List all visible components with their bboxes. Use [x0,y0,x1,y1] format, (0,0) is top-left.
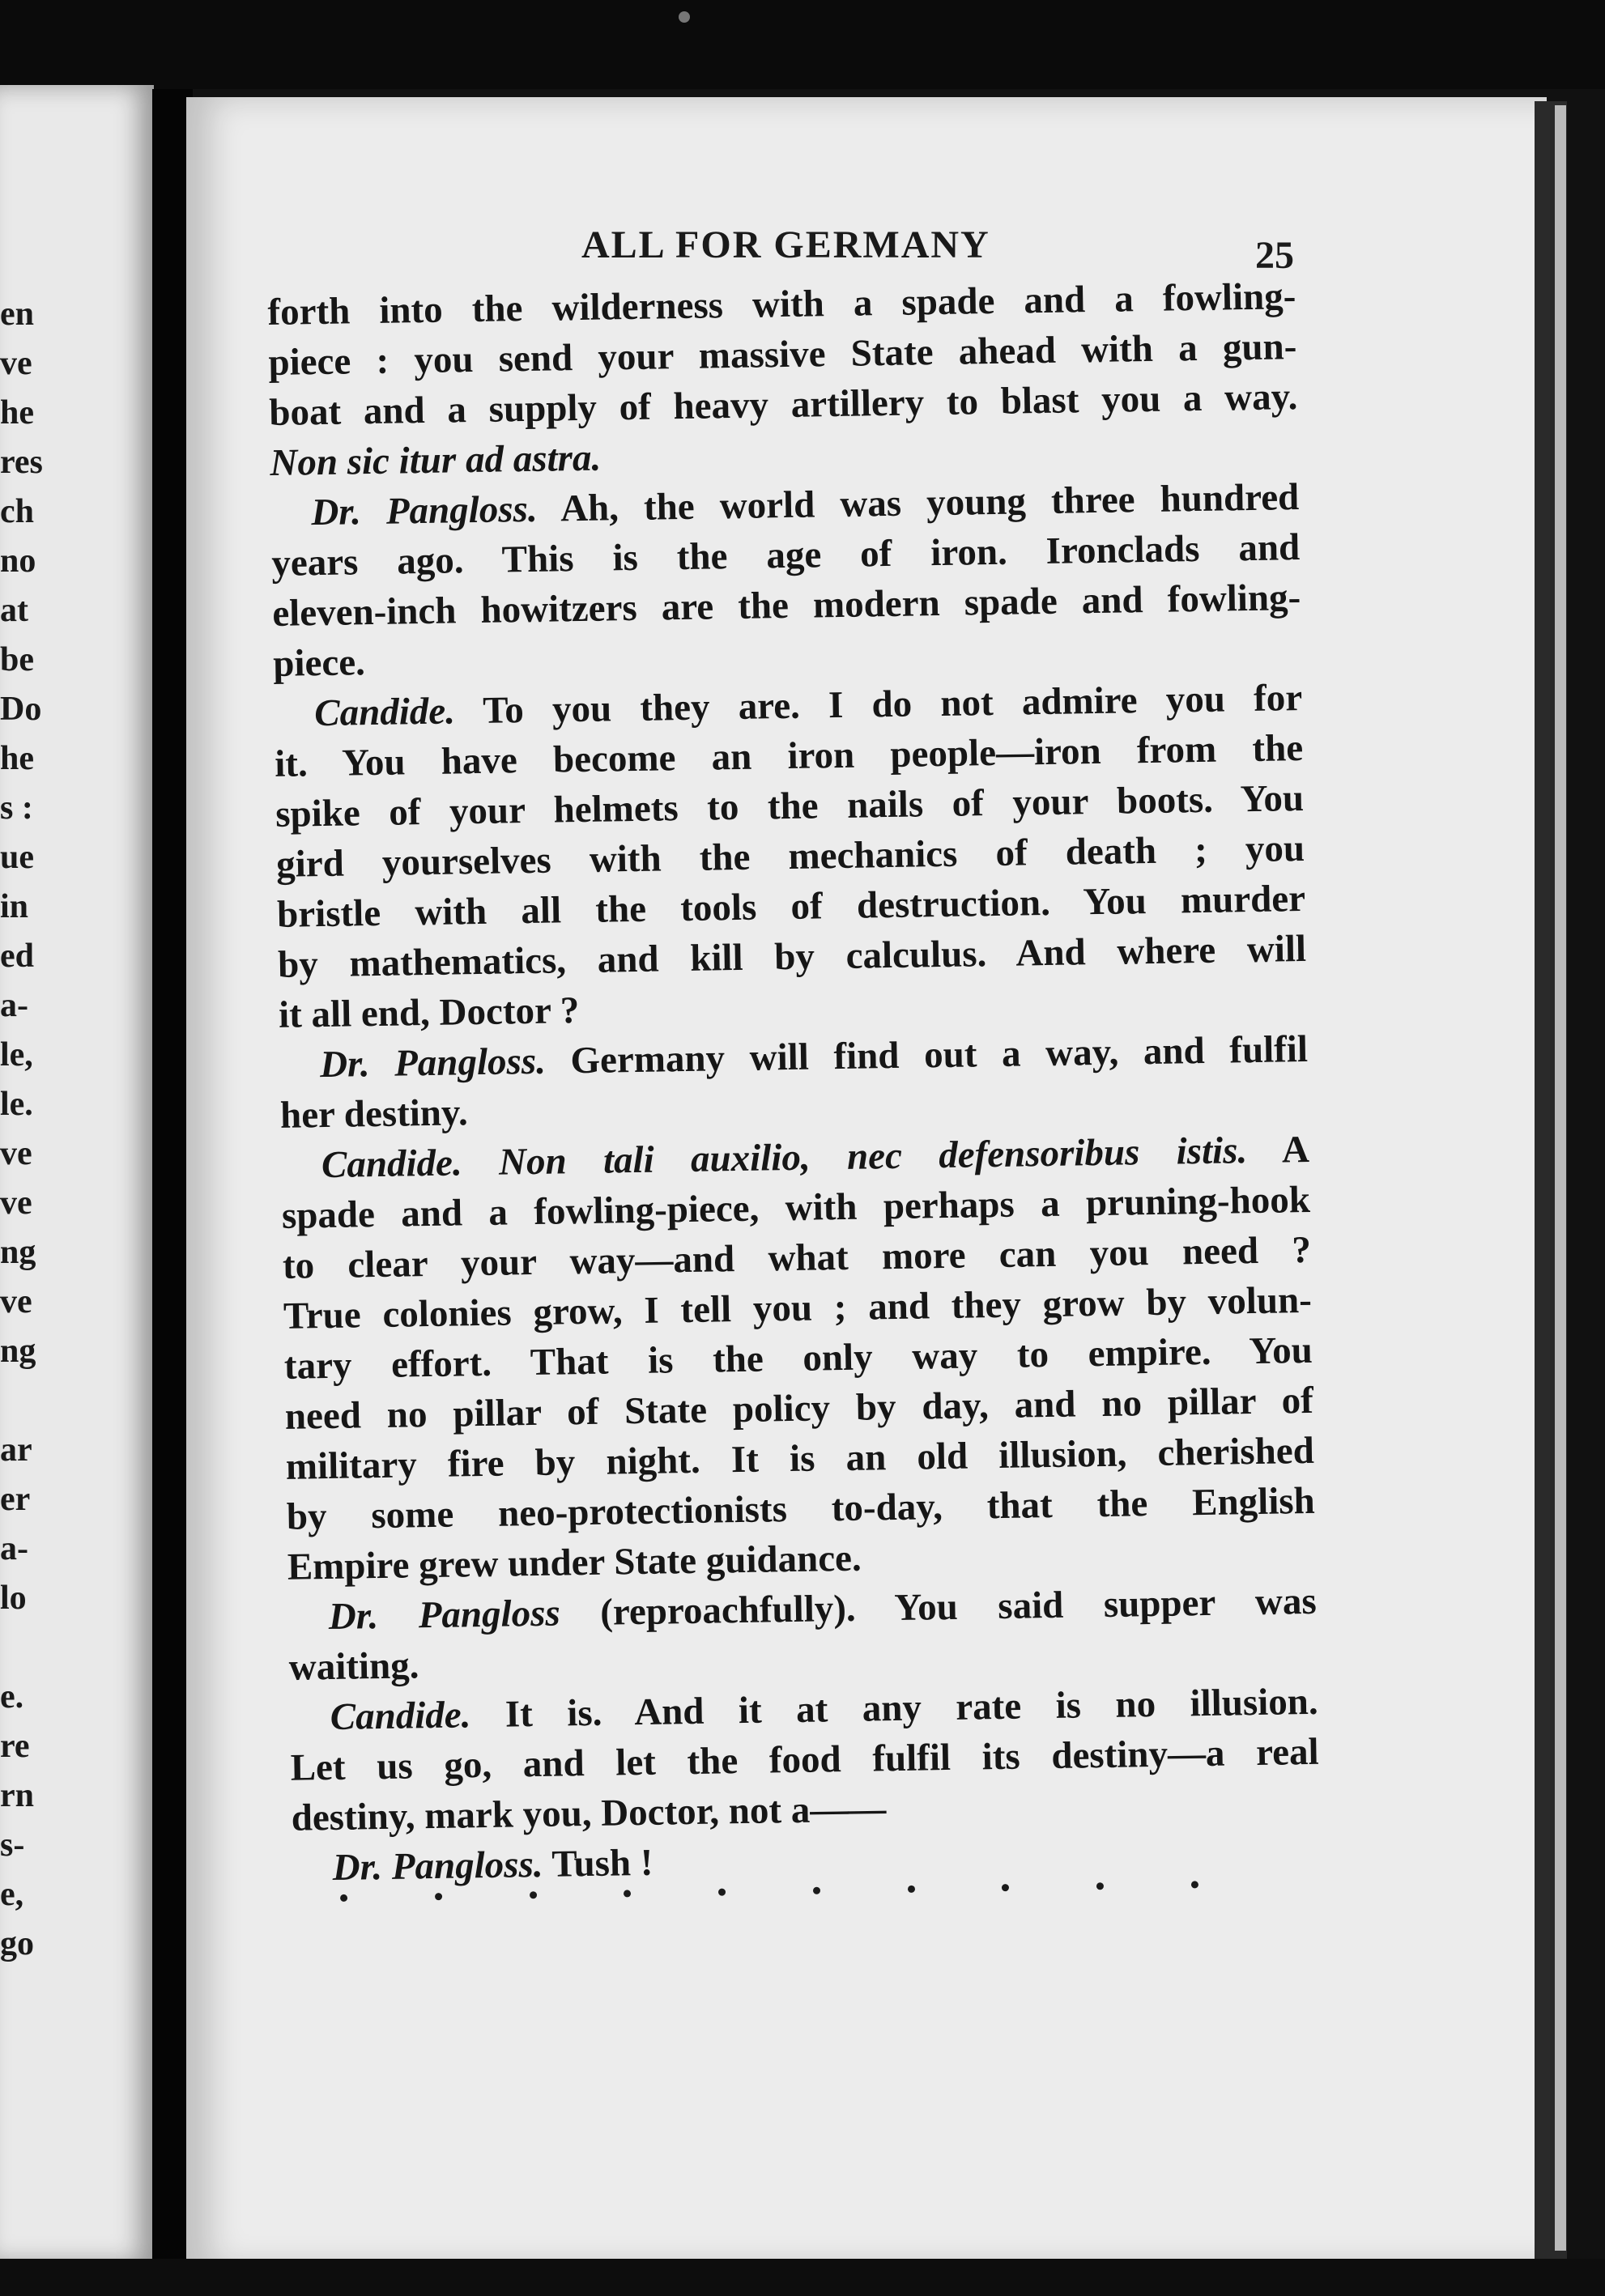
left-fragment: in [0,888,29,925]
speaker-name: Dr. Pangloss. [332,1843,543,1889]
text-line: piece : you send your massive State ahead with a gun- [268,325,1297,384]
left-fragment: no [0,542,36,580]
left-fragment: e, [0,1876,24,1913]
left-fragment: ch [0,493,34,530]
text-line: gird yourselves with the mechanics of death ; you [275,827,1305,886]
left-fragment: er [0,1481,31,1518]
text-line: Candide. It is. And it at any rate is no illusion. [330,1680,1319,1738]
left-fragment: he [0,394,34,432]
facing-page-left [0,85,154,2263]
left-fragment: go [0,1925,34,1962]
ellipsis-dot [530,1891,537,1898]
text-line: Empire grew under State guidance. [287,1537,862,1588]
text-line: waiting. [288,1644,419,1689]
speaker-name: Candide. Non tali auxilio, nec defensoribus istis. [321,1129,1248,1187]
text-line: Dr. Pangloss. Ah, the world was young three hundred [310,476,1300,534]
left-fragment: Do [0,691,42,728]
text-line: boat and a supply of heavy artillery to blast you a way. [269,376,1298,434]
dust-speck [679,11,690,23]
left-fragment: ve [0,345,32,382]
left-fragment: ar [0,1431,32,1469]
text-line: tary effort. That is the only way to empire. You [283,1329,1313,1388]
left-fragment: ue [0,839,34,876]
text-line: Dr. Pangloss (reproachfully). You said supper was [328,1580,1318,1639]
text-line: to clear your way—and what more can you need ? [282,1228,1312,1287]
text-line: it all end, Doctor ? [278,989,580,1036]
left-fragment: s- [0,1826,25,1864]
speaker-name: Dr. Pangloss. [310,487,538,534]
speaker-name: Dr. Pangloss. [319,1040,547,1086]
left-fragment: s : [0,789,33,827]
text-line: need no pillar of State policy by day, and no pillar of [284,1379,1314,1438]
ellipsis-dot [908,1886,915,1893]
left-fragment: le. [0,1086,33,1123]
ellipsis-dot [1191,1881,1198,1888]
left-fragment: lo [0,1580,27,1617]
left-fragment: res [0,444,43,481]
left-fragment: ve [0,1283,32,1320]
left-fragment: le, [0,1036,33,1074]
left-fragment: re [0,1728,30,1765]
body-text [267,271,1321,1894]
text-line: eleven-inch howitzers are the modern spade and fowling- [271,576,1301,635]
text-line: Candide. Non tali auxilio, nec defensoribus istis. A [321,1128,1310,1187]
left-fragment: a- [0,1530,28,1567]
scan-bottom-border [0,2259,1605,2296]
left-fragment: at [0,592,28,629]
ellipsis-dot [813,1887,820,1894]
left-fragment: ve [0,1184,32,1222]
left-fragment: he [0,740,34,777]
text-line: Dr. Pangloss. Tush ! [332,1841,653,1889]
left-fragment: e. [0,1678,24,1716]
text-line: piece. [272,641,366,685]
text-line: Dr. Pangloss. Germany will find out a way, and fulfil [319,1027,1309,1086]
ellipsis-dot [1096,1882,1104,1890]
ellipsis-dot [624,1890,631,1897]
page-edge-leaves [1555,105,1566,2251]
scan-top-border [0,0,1605,89]
text-line: Let us go, and let the food fulfil its destiny—a real [290,1730,1319,1789]
page-number: 25 [1255,234,1294,277]
text-line: military fire by night. It is an old illusion, cherished [285,1429,1315,1488]
text-line: it. You have become an iron people—iron from the [274,726,1304,785]
running-head: ALL FOR GERMANY [581,223,990,266]
left-fragment: ed [0,938,34,975]
left-fragment: a- [0,987,28,1024]
text-line: her destiny. [279,1091,469,1137]
left-fragment: rn [0,1777,34,1814]
ellipsis-dot [718,1889,726,1896]
text-line: Candide. To you they are. I do not admire you for [313,676,1303,735]
left-fragment: be [0,641,34,678]
speaker-name: Dr. Pangloss [328,1592,561,1639]
speaker-name: Candide. [330,1694,471,1738]
text-line: bristle with all the tools of destruction. You murder [276,877,1306,936]
text-line: forth into the wilderness with a spade and a fowling- [267,275,1296,334]
left-fragment: ng [0,1234,36,1271]
text-line: Non sic itur ad astra. [270,436,602,484]
text-line: years ago. This is the age of iron. Ironclads and [270,526,1301,585]
speaker-name: Candide. [313,690,456,735]
left-fragment: ve [0,1135,32,1172]
left-fragment: en [0,296,34,333]
left-fragment: ng [0,1333,36,1370]
text-line: by some neo-protectionists to-day, that the English [286,1479,1316,1538]
text-line: True colonies grow, I tell you ; and they grow by volun- [283,1278,1313,1337]
ellipsis-dot [1002,1884,1009,1891]
text-line: destiny, mark you, Doctor, not a—— [291,1788,887,1839]
text-line: by mathematics, and kill by calculus. And where will [277,927,1307,986]
text-line: spade and a fowling-piece, with perhaps a pruning-hook [281,1178,1311,1237]
text-line: spike of your helmets to the nails of your boots. You [275,776,1305,835]
ellipsis-dot [340,1894,347,1902]
ellipsis-dot [435,1893,442,1900]
